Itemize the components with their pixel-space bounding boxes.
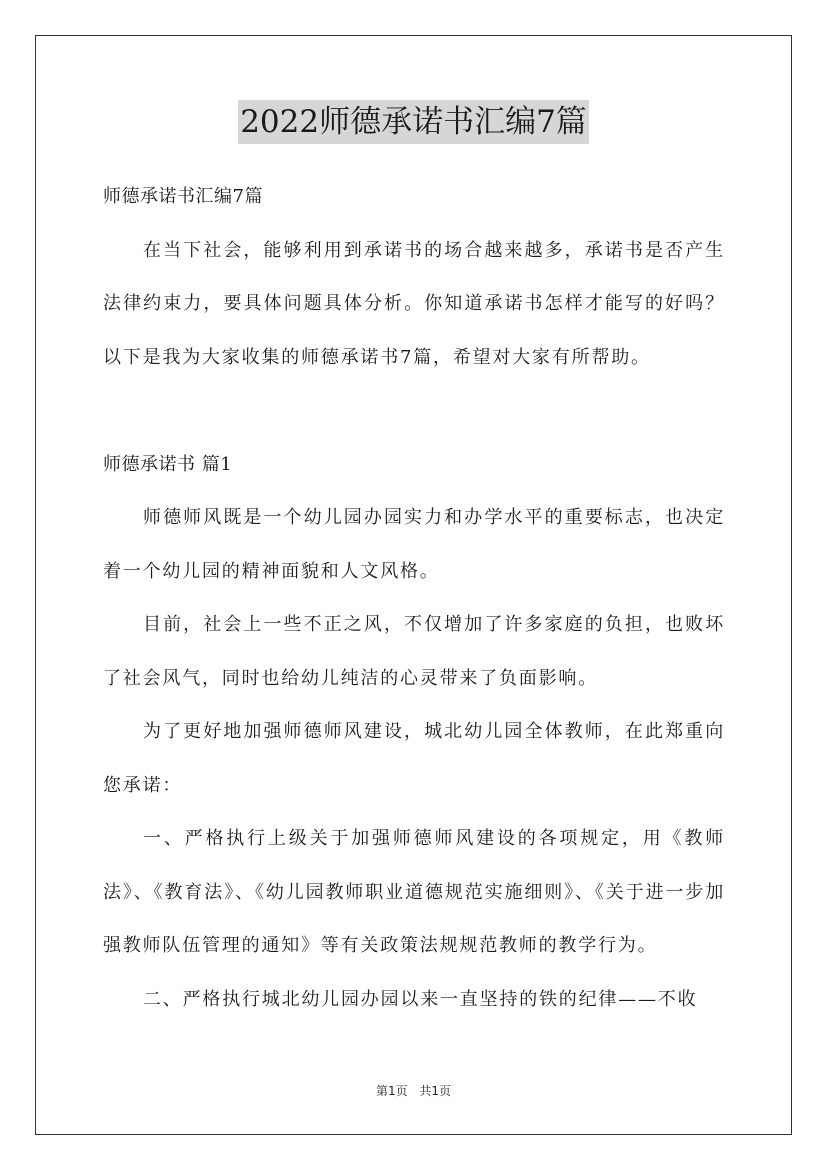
body-paragraph-2: 目前，社会上一些不正之风，不仅增加了许多家庭的负担，也败坏了社会风气，同时也给幼儿纯洁的心灵带来了负面影响。 — [103, 614, 725, 689]
document-subtitle: 师德承诺书汇编7篇 — [103, 186, 263, 207]
section-heading: 师德承诺书 篇1 — [103, 453, 233, 475]
page-total: 共1页 — [419, 1084, 452, 1098]
body-paragraph-1: 师德师风既是一个幼儿园办园实力和办学水平的重要标志，也决定着一个幼儿园的精神面貌和人文风格。 — [103, 507, 725, 582]
document-title-text: 2022师德承诺书汇编7篇 — [238, 100, 589, 144]
intro-paragraph: 在当下社会，能够利用到承诺书的场合越来越多，承诺书是否产生法律约束力，要具体问题具体分析。你知道承诺书怎样才能写的好吗？以下是我为大家收集的师德承诺书7篇，希望对大家有所帮助。 — [103, 239, 725, 368]
body-paragraph-5: 二、严格执行城北幼儿园办园以来一直坚持的铁的纪律——不收 — [143, 988, 698, 1010]
page-footer — [0, 1082, 827, 1099]
body-paragraph-3: 为了更好地加强师德师风建设，城北幼儿园全体教师，在此郑重向您承诺： — [103, 721, 725, 796]
document-title — [0, 100, 827, 144]
body-paragraph-4: 一、严格执行上级关于加强师德师风建设的各项规定，用《教师法》、《教育法》、《幼儿园教师职业道德规范实施细则》、《关于进一步加强教师队伍管理的通知》等有关政策法规规范教师的教学行为。 — [103, 828, 725, 956]
document-body — [103, 170, 725, 1026]
paragraph-gap — [103, 384, 725, 438]
page-number: 第1页 — [375, 1084, 408, 1098]
